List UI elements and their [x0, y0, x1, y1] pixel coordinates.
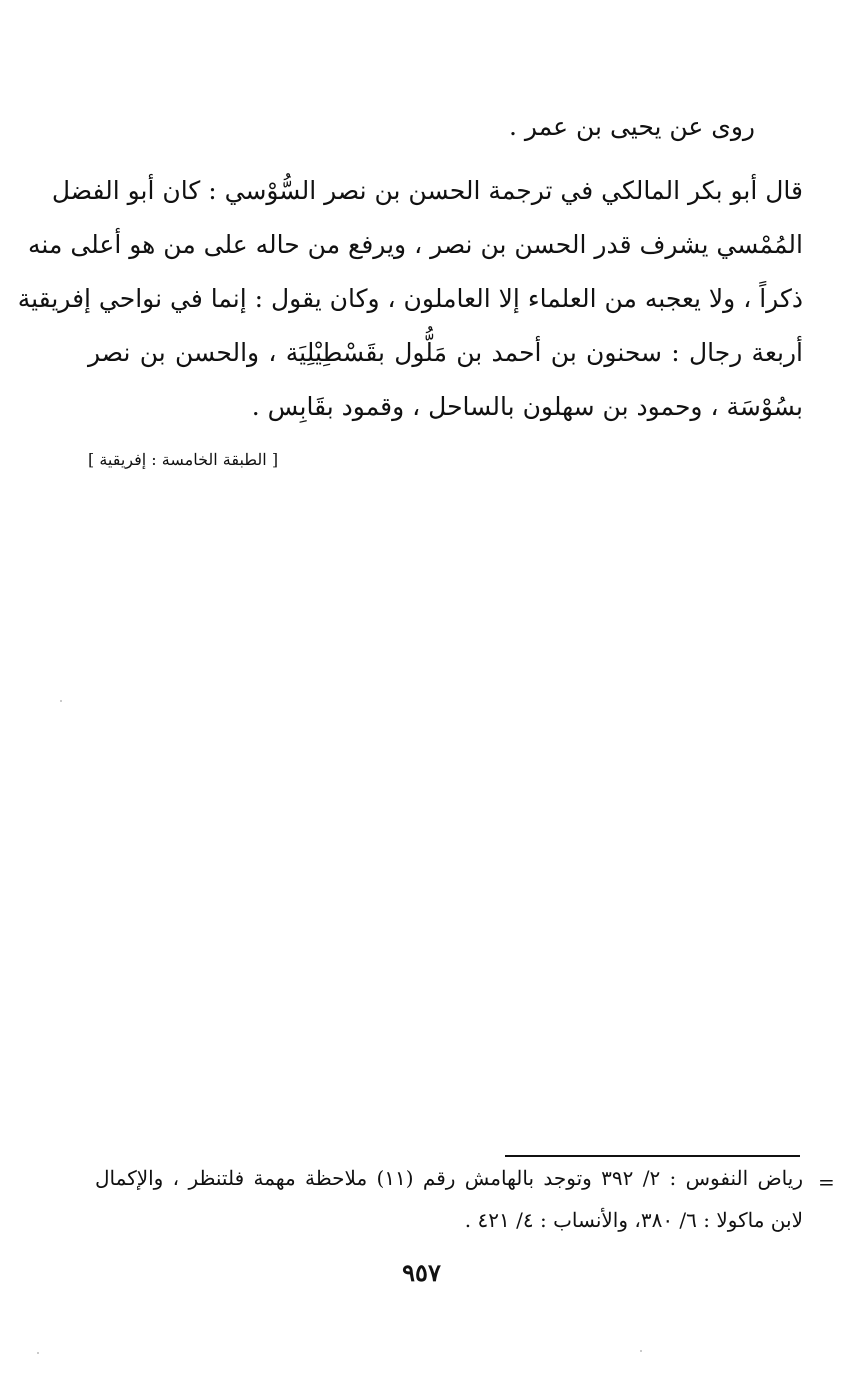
paragraph-line: قال أبو بكر المالكي في ترجمة الحسن بن نصر السُّوْسي : كان أبو الفضل — [51, 176, 803, 205]
main-paragraph — [17, 164, 803, 434]
paragraph-line: بسُوْسَة ، وحمود بن سهلون بالساحل ، وقمود بقَابِس . — [251, 392, 803, 421]
paragraph-line: ذكراً ، ولا يعجبه من العلماء إلا العاملون ، وكان يقول : إنما في نواحي إفريقية — [17, 284, 803, 313]
footnote-continuation-marker: = — [818, 1170, 835, 1194]
footnote-separator — [505, 1155, 800, 1157]
page-number: ٩٥٧ — [402, 1258, 441, 1287]
paragraph-line: المُمْسي يشرف قدر الحسن بن نصر ، ويرفع من حاله على من هو أعلى منه — [28, 230, 803, 259]
source-reference: [ الطبقة الخامسة : إفريقية ] — [88, 450, 279, 469]
paper-speck — [640, 1350, 642, 1352]
paper-speck — [37, 1352, 39, 1354]
paragraph-line: أربعة رجال : سحنون بن أحمد بن مَلُّول بقَسْطِيْلِيَة ، والحسن بن نصر — [88, 338, 803, 367]
footnote-line: رياض النفوس : ٢/ ٣٩٢ وتوجد بالهامش رقم (١١) ملاحظة مهمة فلتنظر ، والإكمال — [95, 1166, 803, 1190]
footnote-line: لابن ماكولا : ٦/ ٣٨٠، والأنساب : ٤/ ٤٢١ . — [464, 1208, 803, 1232]
opening-line: روى عن يحيى بن عمر . — [509, 112, 755, 141]
paper-speck — [60, 700, 62, 702]
